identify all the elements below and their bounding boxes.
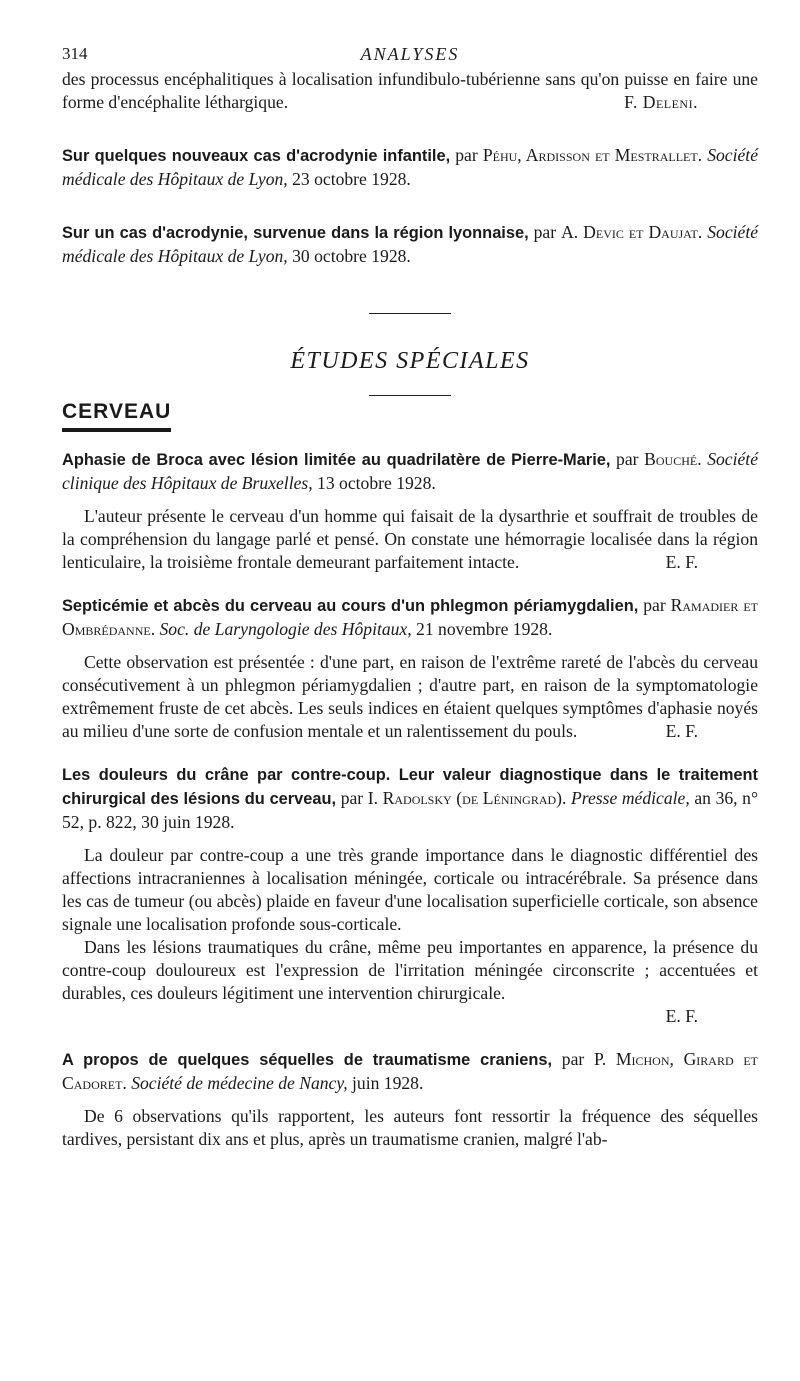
reference-journal: Société médicale des Hôpitaux de Lyon,: [62, 222, 759, 266]
intro-paragraph: [62, 68, 758, 114]
section-title: ÉTUDES SPÉCIALES: [290, 348, 530, 374]
article-2: [62, 594, 758, 743]
reference-date: 30 octobre 1928.: [287, 246, 411, 266]
article-heading: [62, 763, 758, 834]
article-signature: E. F.: [665, 1006, 698, 1026]
article-signature: E. F.: [665, 721, 698, 741]
reference-authors: A. Devic et Daujat.: [561, 222, 703, 242]
article-by: par: [336, 788, 368, 808]
article-text: Cette observation est présentée : d'une part, en raison de l'extrême rareté de l'abcès du cerveau consécutivement à un phlegmon périamygdalien ; d'autre part, en raison de la symptomatologie extrêmement fruste de cet abcès. Les seuls indices en étaient quelques symptômes d'aphasie noyés au milieu d'une sorte de confusion mentale et un ralentissement du pouls.: [62, 652, 758, 741]
page: [62, 40, 758, 1151]
article-paragraph: [62, 936, 758, 1005]
article-date: juin 1928.: [347, 1073, 424, 1093]
reference-by: par: [528, 222, 562, 242]
article-title: A propos de quelques séquelles de traumatisme craniens,: [62, 1051, 553, 1069]
reference-authors: Péhu, Ardisson et Mestrallet.: [482, 145, 703, 165]
article-authors: Bouché.: [644, 449, 702, 469]
article-paragraph: La douleur par contre-coup a une très grande importance dans le diagnostic différentiel des affections intracraniennes à localisation méningée, corticale ou intracérébrale. Sa présence dans les cas de tumeur (ou abcès) plaide en faveur d'une localisation superficielle corticale, son absence signale une localisation profonde sous-corticale.: [62, 845, 758, 934]
intro-signature: F. Deleni.: [624, 92, 698, 112]
reference-title: Sur quelques nouveaux cas d'acrodynie infantile,: [62, 147, 451, 165]
article-heading: [62, 594, 758, 641]
article-text: Dans les lésions traumatiques du crâne, même peu importantes en apparence, la présence du contre-coup douloureux est l'expression de l'irritation méningée circonscrite ; accentuées et durables, ces douleurs légitiment une intervention chirurgicale.: [62, 937, 758, 1003]
article-journal: Presse médicale,: [566, 788, 690, 808]
article-by: par: [610, 449, 645, 469]
article-title: Septicémie et abcès du cerveau au cours d'un phlegmon périamygdalien,: [62, 597, 639, 615]
article-authors: Ramadier et Ombrédanne.: [62, 595, 758, 639]
page-number: 314: [62, 44, 88, 63]
article-text: L'auteur présente le cerveau d'un homme qui faisait de la dysarthrie et souffrait de troubles de la compréhension du langage parlé et pensé. On constate une hémorragie localisée dans la région lenticulaire, la troisième frontale demeurant parfaitement intacte.: [62, 506, 758, 572]
article-authors: I. Radolsky (de Léningrad).: [367, 788, 567, 808]
article-authors: P. Michon, Girard et Cadoret.: [62, 1049, 758, 1093]
reference-1: [62, 144, 758, 191]
reference-journal: Société médicale des Hôpitaux de Lyon,: [62, 145, 758, 189]
reference-2: [62, 221, 758, 268]
article-date: an 36, n° 52, p. 822, 30 juin 1928.: [62, 788, 758, 832]
article-journal: Société de médecine de Nancy,: [126, 1073, 348, 1093]
article-paragraph: [62, 505, 758, 574]
reference-date: 23 octobre 1928.: [287, 169, 411, 189]
article-date: 21 novembre 1928.: [411, 619, 553, 639]
article-3: [62, 763, 758, 1028]
article-4: [62, 1048, 758, 1151]
article-by: par: [638, 595, 671, 615]
article-heading: [62, 1048, 758, 1095]
reference-title: Sur un cas d'acrodynie, survenue dans la région lyonnaise,: [62, 224, 529, 242]
article-journal: Société clinique des Hôpitaux de Bruxelles,: [62, 449, 759, 493]
intro-text: des processus encéphalitiques à localisation infundibulo-tubérienne sans qu'on puisse en faire une forme d'encéphalite léthargique.: [62, 69, 758, 112]
article-heading: [62, 448, 758, 495]
divider-rule: [369, 395, 451, 396]
article-by: par: [552, 1049, 594, 1069]
article-paragraph: [62, 651, 758, 743]
divider-rule: [369, 313, 451, 314]
article-journal: Soc. de Laryngologie des Hôpitaux,: [155, 619, 412, 639]
page-header: [62, 40, 758, 68]
article-paragraph: De 6 observations qu'ils rapportent, les auteurs font ressortir la fréquence des séquelles tardives, persistant dix ans et plus, après un traumatisme cranien, malgré l'ab-: [62, 1106, 758, 1149]
article-title: Les douleurs du crâne par contre-coup. Leur valeur diagnostique dans le traitement chirurgical des lésions du cerveau,: [62, 766, 758, 808]
intro-block: [62, 68, 758, 114]
running-head: ANALYSES: [360, 44, 460, 64]
reference-by: par: [450, 145, 483, 165]
article-date: 13 octobre 1928.: [312, 473, 436, 493]
article-title: Aphasie de Broca avec lésion limitée au quadrilatère de Pierre-Marie,: [62, 451, 611, 469]
subsection-heading: CERVEAU: [62, 400, 171, 432]
article-1: [62, 448, 758, 574]
article-signature: E. F.: [665, 552, 698, 572]
